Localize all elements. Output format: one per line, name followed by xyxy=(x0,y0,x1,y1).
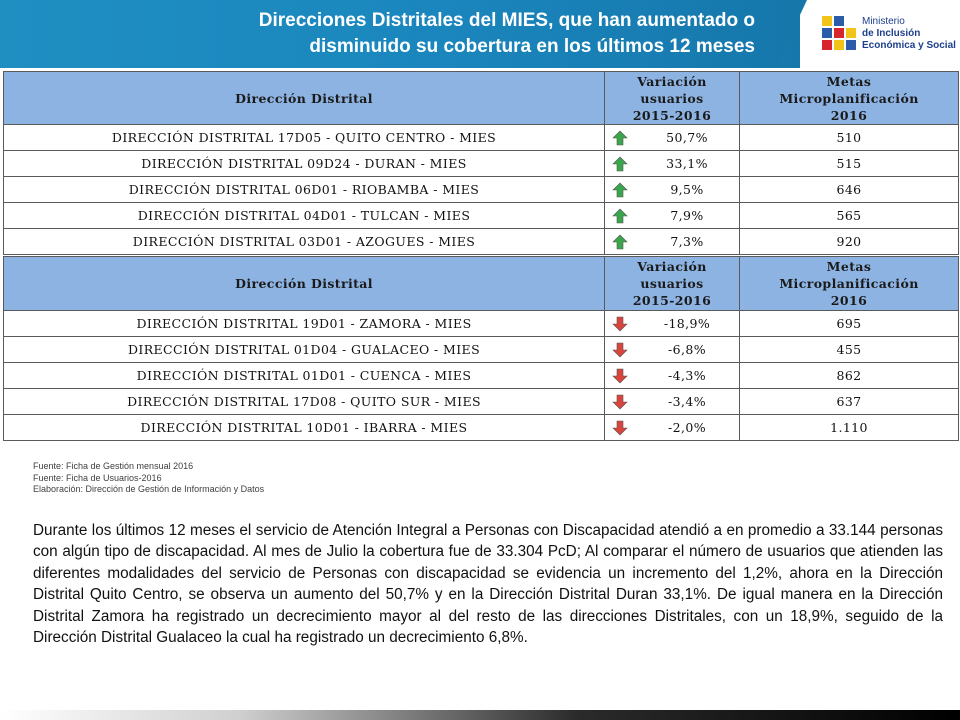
header-variacion-l3: 2015-2016 xyxy=(632,107,712,123)
ministry-emblem-icon xyxy=(818,14,858,54)
variacion-cell: 50,7% xyxy=(635,125,740,151)
arrow-cell xyxy=(605,151,636,177)
ministry-name xyxy=(862,16,956,52)
arrow-up-icon xyxy=(612,182,628,198)
page-title-line2: disminuido su cobertura en los últimos 12 meses xyxy=(309,36,755,57)
table-row xyxy=(4,363,959,389)
variacion-cell: 7,3% xyxy=(635,229,740,255)
arrow-cell xyxy=(605,203,636,229)
direccion-cell: DIRECCIÓN DISTRITAL 17D05 - QUITO CENTRO - MIES xyxy=(4,125,605,151)
arrow-cell xyxy=(605,415,636,441)
arrow-cell xyxy=(605,389,636,415)
page-title-line1: Direcciones Distritales del MIES, que han aumentado o xyxy=(258,10,755,31)
table-row xyxy=(4,151,959,177)
table-row xyxy=(4,311,959,337)
meta-cell: 565 xyxy=(740,203,959,229)
logo-line1: Ministerio xyxy=(862,16,905,27)
arrow-up-icon xyxy=(612,208,628,224)
meta-cell: 637 xyxy=(740,389,959,415)
arrow-cell xyxy=(605,229,636,255)
meta-cell: 862 xyxy=(740,363,959,389)
table-header-row xyxy=(4,257,959,311)
arrow-up-icon xyxy=(612,234,628,250)
arrow-down-icon xyxy=(612,368,628,384)
direccion-cell: DIRECCIÓN DISTRITAL 09D24 - DURAN - MIES xyxy=(4,151,605,177)
logo-line2: de Inclusión xyxy=(862,28,921,39)
header-metas-l1: Metas xyxy=(826,73,872,89)
header-variacion-l3: 2015-2016 xyxy=(632,293,712,308)
table-row xyxy=(4,389,959,415)
variacion-cell: 33,1% xyxy=(635,151,740,177)
bottom-bar xyxy=(0,710,960,720)
variacion-cell: -2,0% xyxy=(635,415,740,441)
meta-cell: 695 xyxy=(740,311,959,337)
header-variacion xyxy=(605,72,740,125)
arrow-down-icon xyxy=(612,316,628,332)
meta-cell: 510 xyxy=(740,125,959,151)
direccion-cell: DIRECCIÓN DISTRITAL 06D01 - RIOBAMBA - MIES xyxy=(4,177,605,203)
header-metas xyxy=(740,72,959,125)
arrow-up-icon xyxy=(612,130,628,146)
table-row xyxy=(4,203,959,229)
arrow-cell xyxy=(605,311,636,337)
variacion-cell: 7,9% xyxy=(635,203,740,229)
header-variacion-l2: usuarios xyxy=(640,276,704,291)
table-row xyxy=(4,415,959,441)
direccion-cell: DIRECCIÓN DISTRITAL 01D01 - CUENCA - MIES xyxy=(4,363,605,389)
header-variacion xyxy=(605,257,740,311)
table-header-row xyxy=(4,72,959,125)
meta-cell: 646 xyxy=(740,177,959,203)
header-metas-l3: 2016 xyxy=(830,107,868,123)
header-variacion-l1: Variación xyxy=(637,73,707,89)
header-variacion-l2: usuarios xyxy=(640,90,704,106)
header-metas-l2: Microplanificación xyxy=(779,90,919,106)
increased-coverage-table xyxy=(3,71,959,255)
arrow-cell xyxy=(605,125,636,151)
table-row xyxy=(4,337,959,363)
sources-note xyxy=(33,461,264,496)
variacion-cell: -18,9% xyxy=(635,311,740,337)
table-row xyxy=(4,125,959,151)
direccion-cell: DIRECCIÓN DISTRITAL 01D04 - GUALACEO - MIES xyxy=(4,337,605,363)
source-line-1: Fuente: Ficha de Gestión mensual 2016 xyxy=(33,461,194,471)
decreased-coverage-table xyxy=(3,256,959,441)
direccion-cell: DIRECCIÓN DISTRITAL 17D08 - QUITO SUR - MIES xyxy=(4,389,605,415)
header-metas-l1: Metas xyxy=(826,259,872,274)
header-direccion: Dirección Distrital xyxy=(4,257,605,311)
page-title xyxy=(55,8,755,60)
table-row xyxy=(4,177,959,203)
ministry-logo xyxy=(818,10,958,60)
variacion-cell: -3,4% xyxy=(635,389,740,415)
meta-cell: 920 xyxy=(740,229,959,255)
direccion-cell: DIRECCIÓN DISTRITAL 10D01 - IBARRA - MIES xyxy=(4,415,605,441)
header-metas-l3: 2016 xyxy=(830,293,868,308)
header-variacion-l1: Variación xyxy=(637,259,707,274)
arrow-up-icon xyxy=(612,156,628,172)
source-line-3: Elaboración: Dirección de Gestión de Información y Datos xyxy=(33,484,265,494)
variacion-cell: 9,5% xyxy=(635,177,740,203)
header-direccion: Dirección Distrital xyxy=(4,72,605,125)
variacion-cell: -4,3% xyxy=(635,363,740,389)
direccion-cell: DIRECCIÓN DISTRITAL 04D01 - TULCAN - MIES xyxy=(4,203,605,229)
arrow-cell xyxy=(605,337,636,363)
meta-cell: 515 xyxy=(740,151,959,177)
arrow-cell xyxy=(605,363,636,389)
logo-line3: Económica y Social xyxy=(862,40,956,51)
meta-cell: 1.110 xyxy=(740,415,959,441)
header-metas-l2: Microplanificación xyxy=(779,276,919,291)
arrow-down-icon xyxy=(612,420,628,436)
direccion-cell: DIRECCIÓN DISTRITAL 19D01 - ZAMORA - MIES xyxy=(4,311,605,337)
variacion-cell: -6,8% xyxy=(635,337,740,363)
table-row xyxy=(4,229,959,255)
header-metas xyxy=(740,257,959,311)
arrow-down-icon xyxy=(612,394,628,410)
source-line-2: Fuente: Ficha de Usuarios-2016 xyxy=(33,472,162,483)
arrow-down-icon xyxy=(612,342,628,358)
banner-fold xyxy=(775,0,807,68)
arrow-cell xyxy=(605,177,636,203)
direccion-cell: DIRECCIÓN DISTRITAL 03D01 - AZOGUES - MIES xyxy=(4,229,605,255)
meta-cell: 455 xyxy=(740,337,959,363)
summary-paragraph: Durante los últimos 12 meses el servicio de Atención Integral a Personas con Discapacidad atendió a en promedio a 33.144 personas con algún tipo de discapacidad. Al mes de Julio la cobertura fue de 33.304 PcD; Al comparar el número de usuarios que atienden las diferentes modalidades del servicio de Personas con discapacidad se evidencia un incremento del 1,2%, ahora en la Dirección Distrital Quito Centro, se observa un aumento del 50,7% y en la Dirección Distrital Duran 33,1%. De igual manera en la Dirección Distrital Zamora ha registrado un decrecimiento mayor al del resto de las direcciones Distritales, con un 18,9%, seguido de la Dirección Distrital Gualaceo la cual ha registrado un decrecimiento 6,8%. xyxy=(33,522,943,647)
